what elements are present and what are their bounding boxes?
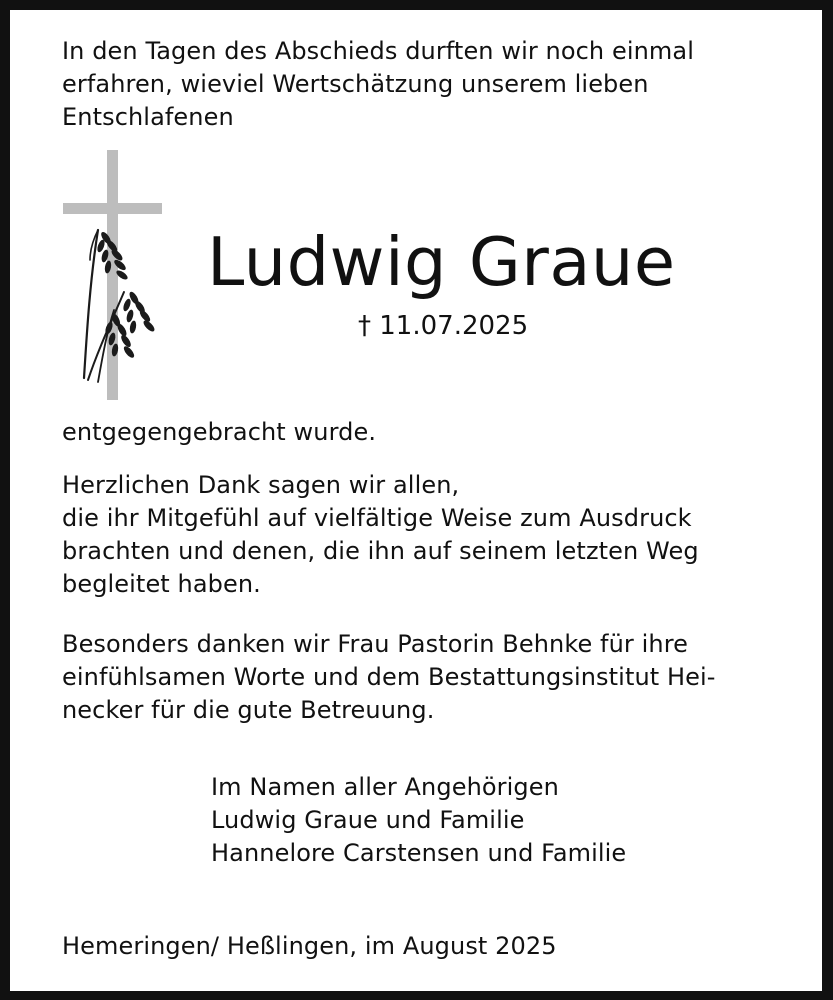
signature-line: Hannelore Carstensen und Familie bbox=[211, 839, 627, 867]
cross-icon bbox=[63, 150, 162, 400]
intro-paragraph bbox=[62, 35, 694, 134]
intro-line: erfahren, wieviel Wertschätzung unserem lieben bbox=[62, 70, 649, 98]
deceased-name: Ludwig Graue bbox=[207, 223, 676, 301]
thanks-line: brachten und denen, die ihn auf seinem letzten Weg bbox=[62, 537, 699, 565]
thanks-paragraph bbox=[62, 469, 699, 601]
signature-line: Ludwig Graue und Familie bbox=[211, 806, 525, 834]
special-thanks-line: Besonders danken wir Frau Pastorin Behnke für ihre bbox=[62, 630, 688, 658]
signature-line: Im Namen aller Angehörigen bbox=[211, 773, 559, 801]
signature-block bbox=[211, 771, 626, 870]
continuation-line: entgegengebracht wurde. bbox=[62, 418, 377, 446]
thanks-line: begleitet haben. bbox=[62, 570, 261, 598]
cross-with-wheat-icon bbox=[60, 150, 170, 402]
special-thanks-line: einfühlsamen Worte und dem Bestattungsinstitut Hei- bbox=[62, 663, 716, 691]
special-thanks-line: necker für die gute Betreuung. bbox=[62, 696, 435, 724]
thanks-line: die ihr Mitgefühl auf vielfältige Weise zum Ausdruck bbox=[62, 504, 692, 532]
death-date: † 11.07.2025 bbox=[358, 311, 529, 341]
thanks-line: Herzlichen Dank sagen wir allen, bbox=[62, 471, 460, 499]
special-thanks-paragraph bbox=[62, 628, 716, 727]
intro-line: In den Tagen des Abschieds durften wir noch einmal bbox=[62, 37, 694, 65]
wheat-ears-icon bbox=[96, 230, 156, 359]
intro-line: Entschlafenen bbox=[62, 103, 234, 131]
place-and-date: Hemeringen/ Heßlingen, im August 2025 bbox=[62, 932, 557, 960]
